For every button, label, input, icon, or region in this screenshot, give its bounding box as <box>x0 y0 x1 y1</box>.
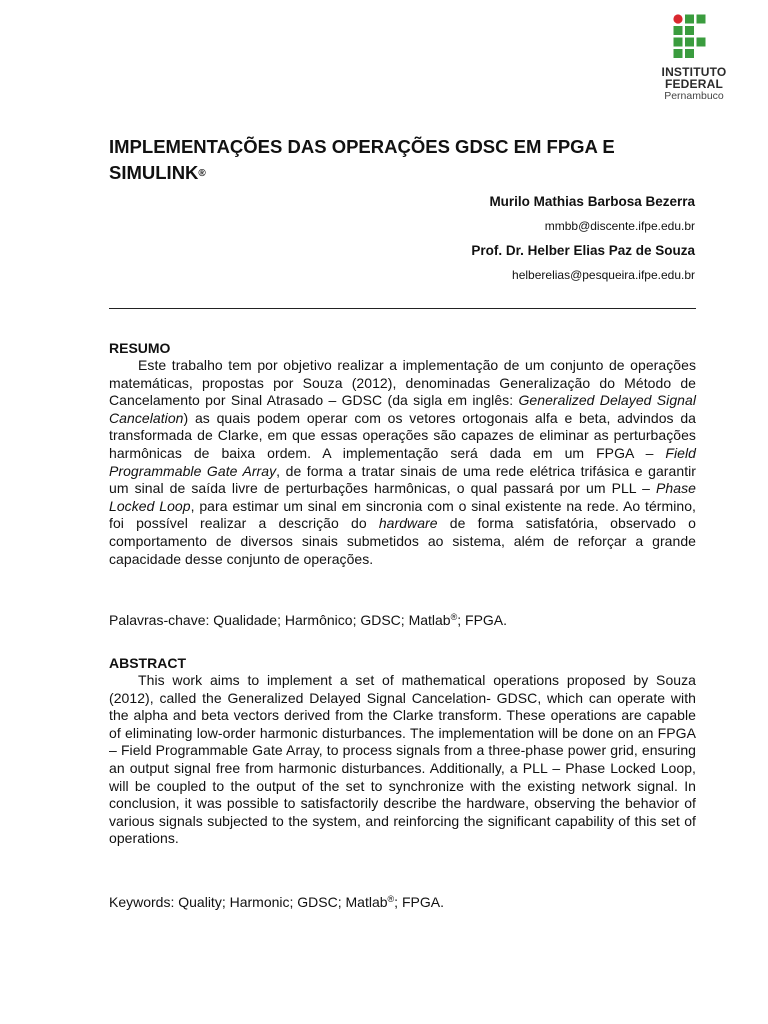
resumo-text: ) as quais podem operar com os vetores ortogonais alfa e beta, advindos da transformada de Clarke, em que essas operações são capazes de eliminar as perturbações harmônicas de baixa ordem. A implementação será dada em um FPGA – <box>109 409 696 461</box>
keywords-text: ; FPGA. <box>394 894 444 910</box>
resumo-paragraph <box>109 357 696 568</box>
ifpe-logo-mark <box>673 14 715 62</box>
keywords <box>109 890 696 911</box>
logo-text-instituto: INSTITUTO <box>661 65 727 79</box>
author-name: Prof. Dr. Helber Elias Paz de Souza <box>471 243 695 258</box>
resumo-text: Este trabalho tem por objetivo realizar a implementação de um conjunto de operações matemáticas, propostas por Souza (2012), denominadas Generalização do Método de Cancelamento por Sinal Atrasado – GDSC (da sigla em inglês: <box>109 357 696 409</box>
paper-title <box>109 134 709 187</box>
resumo-text: , de forma a tratar sinais de uma rede elétrica trifásica e garantir um sinal de saída livre de perturbações harmônicas, o qual passará por um PLL – <box>109 462 697 497</box>
resumo-heading: RESUMO <box>109 340 171 356</box>
author-email: mmbb@discente.ifpe.edu.br <box>544 219 695 233</box>
palavras-chave-text: ; FPGA. <box>457 612 508 628</box>
paper-title-text: IMPLEMENTAÇÕES DAS OPERAÇÕES GDSC EM FPGA E SIMULINK <box>109 136 615 183</box>
resumo-italic: Phase Locked Loop <box>109 480 696 514</box>
abstract-section <box>109 654 696 848</box>
abstract-paragraph: This work aims to implement a set of mathematical operations proposed by Souza (2012), called the Generalized Delayed Signal Cancelation- GDSC, which can operate with the alpha and beta vectors derived from the Clarke transform. These operations are capable of eliminating low-order harmonic disturbances. The implementation will be done on an FPGA – Field Programmable Gate Array, to process signals from a three-phase power grid, ensuring an output signal free from harmonic disturbances. Additionally, a PLL – Phase Locked Loop, will be coupled to the output of the set to synchronize with the existing network signal. In conclusion, it was possible to satisfactorily describe the hardware, observing the behavior of various signals subjected to the system, and reinforcing the significant capability of this set of operations. <box>109 672 696 847</box>
registered-mark: ® <box>198 168 206 179</box>
resumo-section <box>109 339 696 568</box>
author-block <box>195 188 695 286</box>
registered-mark: ® <box>387 894 395 904</box>
abstract-heading: ABSTRACT <box>109 655 186 671</box>
resumo-italic: hardware <box>378 515 438 532</box>
ifpe-logo <box>647 14 741 104</box>
author-email: helberelias@pesqueira.ifpe.edu.br <box>512 268 695 282</box>
resumo-text: de forma satisfatória, observado o comportamento de diversos sinais submetidos ao sistema, além de reforçar a grande capacidade desse conjunto de operações. <box>109 515 696 567</box>
resumo-italic: Field Programmable Gate Array <box>109 444 696 479</box>
registered-mark: ® <box>450 612 458 622</box>
palavras-chave <box>109 608 696 629</box>
horizontal-divider <box>109 308 696 309</box>
palavras-chave-text: Palavras-chave: Qualidade; Harmônico; GDSC; Matlab <box>109 612 451 628</box>
logo-text-pernambuco: Pernambuco <box>664 90 724 102</box>
resumo-italic: Generalized Delayed Signal Cancelation <box>109 392 696 426</box>
keywords-text: Keywords: Quality; Harmonic; GDSC; Matlab <box>109 894 388 910</box>
author-name: Murilo Mathias Barbosa Bezerra <box>489 194 695 209</box>
logo-text-federal: FEDERAL <box>664 77 724 91</box>
resumo-text: , para estimar um sinal em sincronia com o sinal existente na rede. Ao término, foi possível realizar a descrição do <box>109 497 696 532</box>
